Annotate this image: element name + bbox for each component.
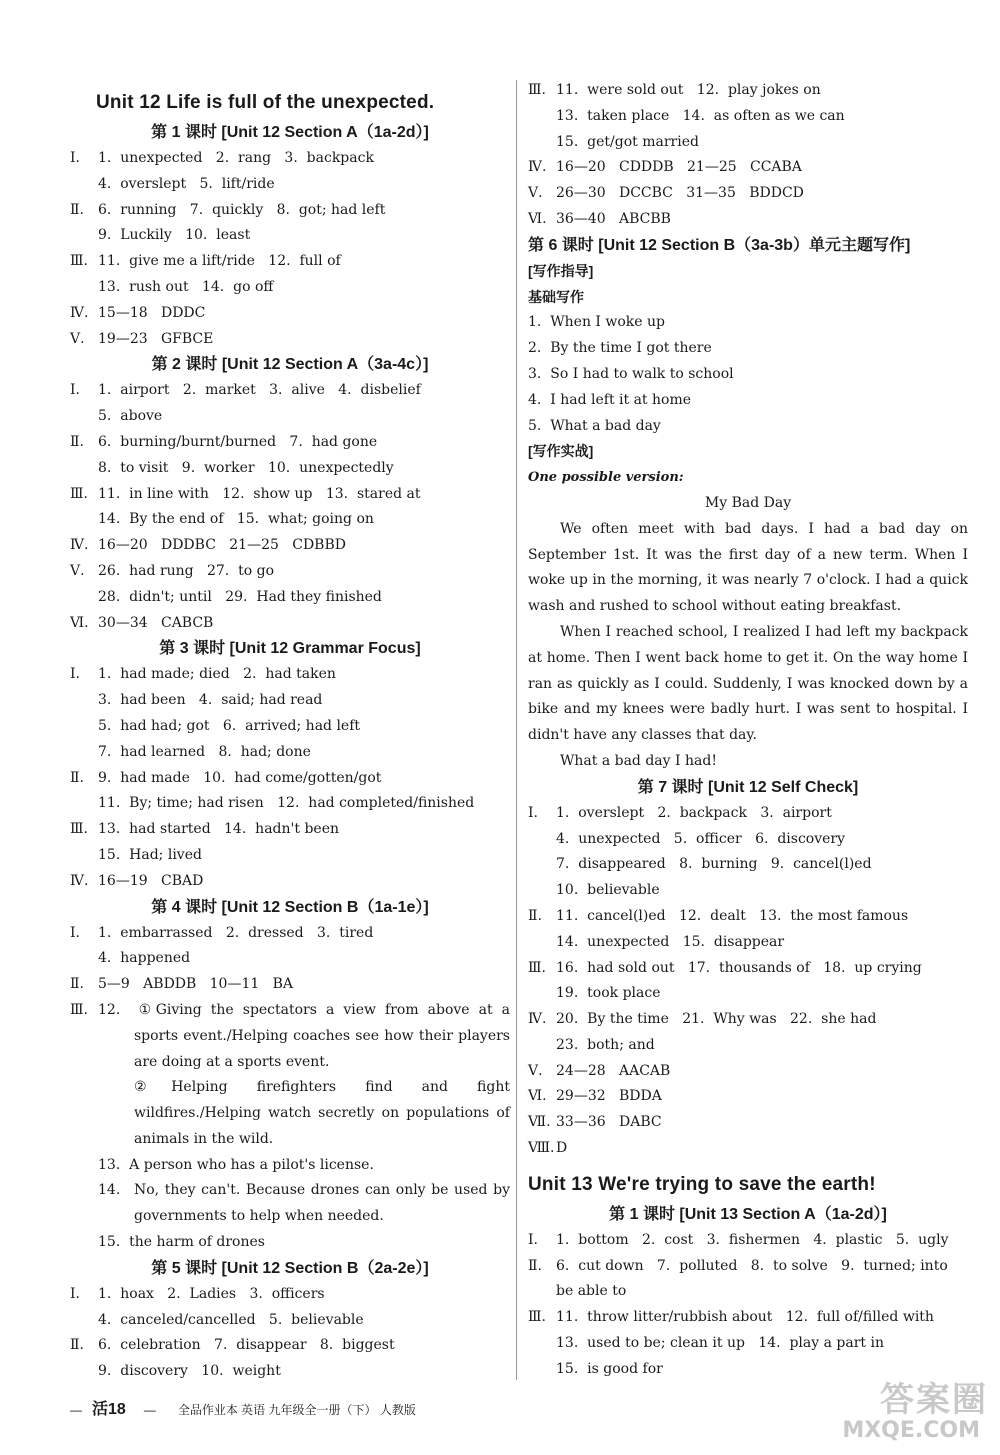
roman-numeral: Ⅱ. xyxy=(70,1337,84,1354)
answer-line: Ⅱ. 6. cut down 7. polluted 8. to solve 9. turned; into xyxy=(528,1254,968,1280)
roman-numeral: Ⅵ. xyxy=(528,210,547,227)
footer-dash-left: — xyxy=(70,1403,82,1417)
answer-line: 19. took place xyxy=(556,985,661,1002)
answer-line: 11. By; time; had risen 12. had completed/finished xyxy=(98,795,475,812)
answer-line: Ⅴ. 19—23 GFBCE xyxy=(70,327,510,353)
basic-writing-line: 3. So I had to walk to school xyxy=(528,365,734,382)
answer-line: Ⅱ. 5—9 ABDDB 10—11 BA xyxy=(70,972,510,998)
answer-line: 9. discovery 10. weight xyxy=(98,1363,281,1380)
answer-line: Ⅳ. 16—19 CBAD xyxy=(70,869,510,895)
lesson-heading: 第 3 课时 [Unit 12 Grammar Focus] xyxy=(159,640,421,658)
essay-title: My Bad Day xyxy=(704,494,792,511)
roman-numeral: Ⅱ. xyxy=(70,201,84,218)
answer-line: 14. By the end of 15. what; going on xyxy=(98,511,374,528)
roman-numeral: Ⅰ. xyxy=(70,1285,80,1302)
answer-line: Ⅳ. 20. By the time 21. Why was 22. she had xyxy=(528,1007,968,1033)
answer-line: 23. both; and xyxy=(556,1036,655,1053)
roman-numeral: Ⅴ. xyxy=(70,562,85,579)
answer-line: 7. disappeared 8. burning 9. cancel(l)ed xyxy=(556,856,872,873)
answer-line: Ⅱ. 6. running 7. quickly 8. got; had left xyxy=(70,198,510,224)
column-divider xyxy=(516,80,517,1380)
roman-numeral: Ⅰ. xyxy=(70,150,80,166)
answer-paragraph: Ⅲ. 12. ①Giving the spectators a view from above at a sports event./Helping coaches see how their players are doing at a sports event. xyxy=(70,998,510,1075)
lesson-7-answers xyxy=(528,775,968,1162)
answer-line: 13. A person who has a pilot's license. xyxy=(98,1156,374,1173)
version-label: One possible version: xyxy=(528,470,684,486)
footer-book-title: 全品作业本 英语 九年级全一册（下） 人教版 xyxy=(177,1403,416,1417)
roman-numeral: Ⅲ. xyxy=(528,959,546,976)
answer-line: Ⅰ. 1. hoax 2. Ladies 3. officers xyxy=(70,1282,510,1308)
answer-line: 5. had had; got 6. arrived; had left xyxy=(98,717,361,734)
lesson-heading: 第 5 课时 [Unit 12 Section B（2a-2e）] xyxy=(151,1259,429,1277)
answer-line: Ⅱ. 6. celebration 7. disappear 8. biggest xyxy=(70,1333,510,1359)
watermark-url: MXQE.COM xyxy=(842,1418,980,1443)
answer-line: 15. Had; lived xyxy=(98,846,202,863)
answer-line: Ⅰ. 1. embarrassed 2. dressed 3. tired xyxy=(70,921,510,947)
question-number: 14. xyxy=(98,1182,121,1199)
roman-numeral: Ⅱ. xyxy=(70,433,84,450)
left-column xyxy=(70,78,510,1385)
roman-numeral: Ⅲ. xyxy=(70,821,88,838)
answer-line: Ⅶ. 33—36 DABC xyxy=(528,1110,968,1136)
answer-line: Ⅴ. 26—30 DCCBC 31—35 BDDCD xyxy=(528,181,968,207)
answer-line: Ⅴ. 26. had rung 27. to go xyxy=(70,559,510,585)
answer-line: Ⅲ. 11. give me a lift/ride 12. full of xyxy=(70,249,510,275)
answer-line: Ⅲ. 11. in line with 12. show up 13. stared at xyxy=(70,482,510,508)
roman-numeral: Ⅰ. xyxy=(528,1231,538,1248)
basic-writing-line: 2. By the time I got there xyxy=(528,340,712,357)
roman-numeral: Ⅰ. xyxy=(528,804,538,821)
answer-line: 3. had been 4. said; had read xyxy=(98,692,323,709)
basic-writing-label: 基础写作 xyxy=(528,288,584,305)
answer-line: 4. happened xyxy=(98,950,191,967)
answer-line: Ⅰ. 1. airport 2. market 3. alive 4. disbelief xyxy=(70,378,510,404)
question-number: 12. xyxy=(98,1001,121,1018)
unit-13-title: Unit 13 We're trying to save the earth! xyxy=(528,1173,876,1195)
answer-line: 8. to visit 9. worker 10. unexpectedly xyxy=(98,459,394,476)
page-number: 活18 xyxy=(92,1401,126,1418)
essay-body xyxy=(528,517,968,775)
answer-line: 5. above xyxy=(98,408,163,425)
answer-line: 10. believable xyxy=(556,882,660,899)
lesson-heading: 第 2 课时 [Unit 12 Section A（3a-4c）] xyxy=(151,356,429,374)
answer-line: Ⅲ. 11. throw litter/rubbish about 12. full of/filled with xyxy=(528,1305,968,1331)
essay-paragraph: What a bad day I had! xyxy=(560,752,717,769)
roman-numeral: Ⅲ. xyxy=(528,82,546,98)
answer-line: 13. rush out 14. go off xyxy=(98,278,274,295)
answer-line: 15. get/got married xyxy=(556,133,699,150)
roman-numeral: Ⅳ. xyxy=(528,159,547,176)
left-answer-list xyxy=(70,120,510,1385)
roman-numeral: Ⅴ. xyxy=(528,185,543,202)
essay-paragraph: When I reached school, I realized I had left my backpack at home. Then I went back home to get it. On the way home I ran as quickly as I could. Suddenly, I was knocked down by a bike and my knees were badly hurt. I was sent to hospital. I didn't have any classes that day. xyxy=(528,623,968,744)
answer-line: Ⅰ. 1. unexpected 2. rang 3. backpack xyxy=(70,146,510,172)
answer-line: Ⅵ. 30—34 CABCB xyxy=(70,611,510,637)
answer-line: Ⅰ. 1. had made; died 2. had taken xyxy=(70,662,510,688)
answer-line: Ⅷ.D xyxy=(528,1136,968,1162)
answer-line: Ⅲ. 13. had started 14. hadn't been xyxy=(70,817,510,843)
answer-line: 15. the harm of drones xyxy=(98,1234,265,1251)
writing-practice-label: [写作实战] xyxy=(528,443,594,460)
roman-numeral: Ⅳ. xyxy=(70,872,89,889)
essay-paragraph: We often meet with bad days. I had a bad day on September 1st. It was the first day of a new term. When I woke up in the morning, it was nearly 7 o'clock. I had a quick wash and rushed to school without eating breakfast. xyxy=(528,520,968,615)
lesson-heading: 第 4 课时 [Unit 12 Section B（1a-1e）] xyxy=(151,898,429,916)
unit-12-title: Unit 12 Life is full of the unexpected. xyxy=(96,92,435,113)
answer-line: 4. unexpected 5. officer 6. discovery xyxy=(556,830,846,847)
basic-writing-line: 1. When I woke up xyxy=(528,314,666,331)
roman-numeral: Ⅴ. xyxy=(528,1062,543,1079)
roman-numeral: Ⅴ. xyxy=(70,330,85,347)
roman-numeral: Ⅳ. xyxy=(528,1011,547,1028)
basic-writing-lines xyxy=(528,310,968,439)
roman-numeral: Ⅰ. xyxy=(70,924,80,941)
basic-writing-line: 4. I had left it at home xyxy=(528,391,692,408)
roman-numeral: Ⅰ. xyxy=(70,666,80,683)
answer-line: be able to xyxy=(556,1283,627,1300)
lesson-heading: 第 7 课时 [Unit 12 Self Check] xyxy=(637,778,859,796)
answer-line: Ⅳ. 16—20 DDDBC 21—25 CDBBD xyxy=(70,533,510,559)
answer-line: 15. is good for xyxy=(556,1360,663,1377)
footer-dash-right: — xyxy=(143,1403,156,1417)
answer-line: 9. Luckily 10. least xyxy=(98,227,251,244)
answer-line: 13. used to be; clean it up 14. play a part in xyxy=(556,1335,884,1352)
roman-numeral: Ⅳ. xyxy=(70,304,89,321)
answer-line: 14. unexpected 15. disappear xyxy=(556,933,785,950)
roman-numeral: Ⅱ. xyxy=(528,1257,542,1274)
lesson-heading: 第 1 课时 [Unit 13 Section A（1a-2d）] xyxy=(609,1205,887,1223)
answer-line: Ⅱ. 11. cancel(l)ed 12. dealt 13. the most famous xyxy=(528,904,968,930)
lesson-6-heading: 第 6 课时 [Unit 12 Section B（3a-3b）单元主题写作] xyxy=(528,236,911,254)
answer-line: Ⅱ. 6. burning/burnt/burned 7. had gone xyxy=(70,430,510,456)
watermark-logo: 答案圈 xyxy=(880,1380,988,1420)
roman-numeral: Ⅰ. xyxy=(70,382,80,399)
answer-line: Ⅰ. 1. overslept 2. backpack 3. airport xyxy=(528,801,968,827)
roman-numeral: Ⅲ. xyxy=(70,253,88,270)
unit-13-answers xyxy=(528,1202,968,1383)
answer-line: 4. canceled/cancelled 5. believable xyxy=(98,1311,364,1328)
roman-numeral: Ⅵ. xyxy=(528,1088,547,1105)
answer-paragraph: 14. No, they can't. Because drones can only be used by governments to help when needed. xyxy=(70,1178,510,1230)
answer-line: Ⅳ. 15—18 DDDC xyxy=(70,301,510,327)
roman-numeral: Ⅱ. xyxy=(528,907,542,924)
answer-line: Ⅵ. 29—32 BDDA xyxy=(528,1084,968,1110)
roman-numeral: Ⅲ. xyxy=(70,485,88,502)
answer-line: Ⅲ. 11. were sold out 12. play jokes on xyxy=(528,78,968,104)
answer-line: Ⅱ. 9. had made 10. had come/gotten/got xyxy=(70,766,510,792)
answer-line: 7. had learned 8. had; done xyxy=(98,743,311,760)
answer-line: 28. didn't; until 29. Had they finished xyxy=(98,588,382,605)
right-column xyxy=(528,78,968,1383)
lesson-heading: 第 1 课时 [Unit 12 Section A（1a-2d）] xyxy=(151,124,429,141)
basic-writing-line: 5. What a bad day xyxy=(528,417,661,434)
roman-numeral: Ⅵ. xyxy=(70,614,89,631)
answer-paragraph: ②Helping firefighters find and fight wildfires./Helping watch secretly on populations of animals in the wild. xyxy=(134,1079,510,1147)
roman-numeral: Ⅱ. xyxy=(70,769,84,786)
roman-numeral: Ⅶ. xyxy=(528,1114,551,1131)
answer-line: 13. taken place 14. as often as we can xyxy=(556,107,845,124)
writing-guide-label: [写作指导] xyxy=(528,262,594,279)
roman-numeral: Ⅲ. xyxy=(528,1309,546,1326)
page-footer xyxy=(70,1396,416,1419)
lesson-5-continued xyxy=(528,78,968,233)
answer-line: Ⅵ. 36—40 ABCBB xyxy=(528,207,968,233)
roman-numeral: Ⅳ. xyxy=(70,537,89,554)
answer-line: 4. overslept 5. lift/ride xyxy=(98,175,275,192)
roman-numeral: Ⅱ. xyxy=(70,976,84,993)
answer-line: Ⅰ. 1. bottom 2. cost 3. fishermen 4. plastic 5. ugly xyxy=(528,1228,968,1254)
answer-line: Ⅳ. 16—20 CDDDB 21—25 CCABA xyxy=(528,155,968,181)
answer-line: Ⅴ. 24—28 AACAB xyxy=(528,1059,968,1085)
roman-numeral: Ⅲ. xyxy=(70,1001,88,1018)
roman-numeral: Ⅷ. xyxy=(528,1140,555,1157)
answer-line: Ⅲ. 16. had sold out 17. thousands of 18. up crying xyxy=(528,956,968,982)
